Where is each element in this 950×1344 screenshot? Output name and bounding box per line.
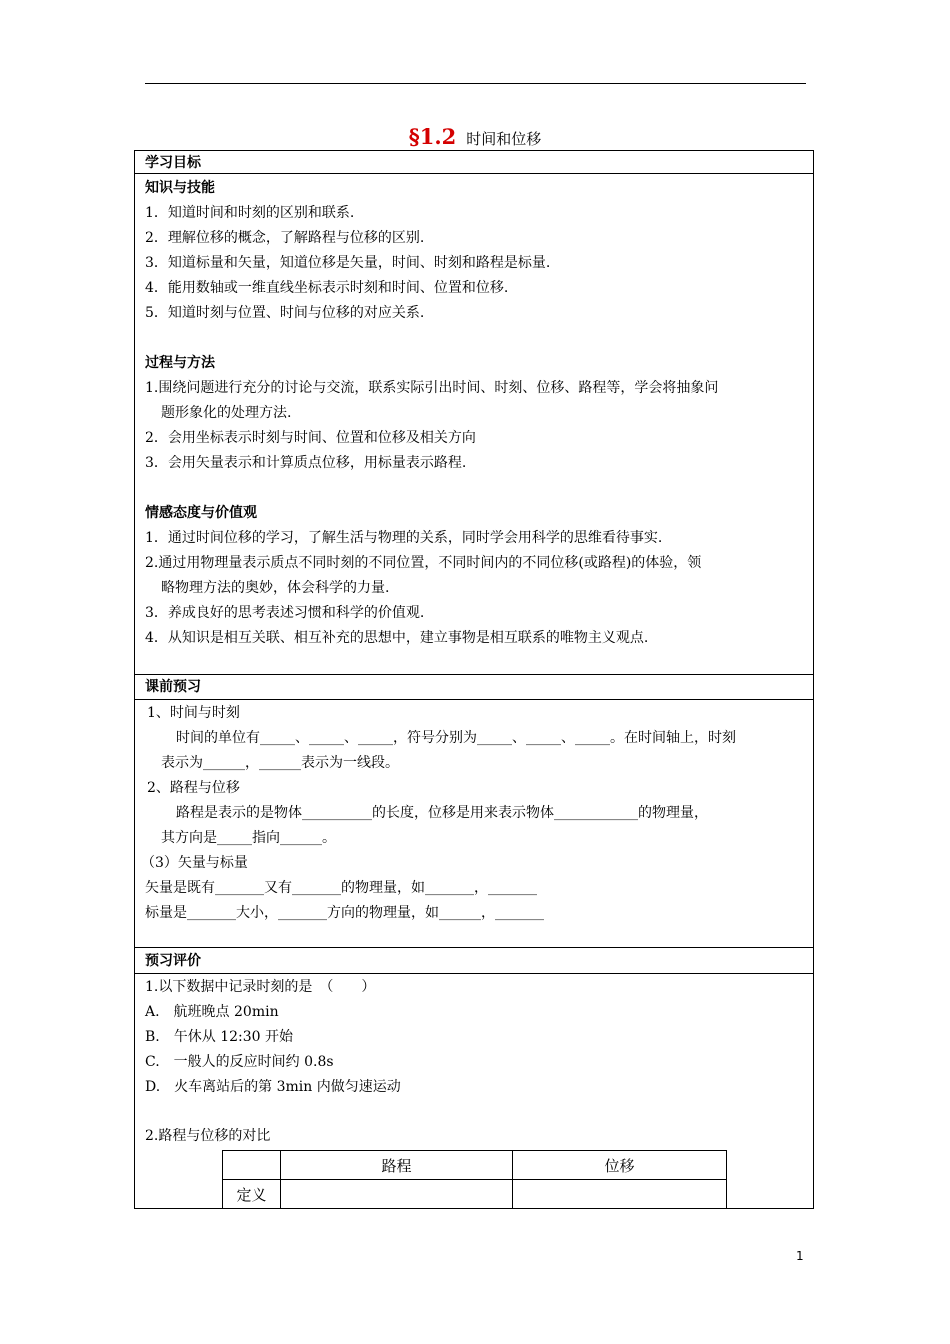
knowledge-item: 3．知道标量和矢量，知道位移是矢量，时间、时刻和路程是标量.: [145, 255, 551, 271]
eval-option: D. 火车离站后的第 3min 内做匀速运动: [145, 1079, 401, 1095]
preview-q2-text: 路程是表示的是物体__________的长度，位移是用来表示物体____________的物理量，: [176, 805, 708, 821]
divider: [134, 173, 814, 174]
divider: [134, 973, 814, 974]
table-cell: [513, 1180, 727, 1209]
knowledge-item: 5．知道时刻与位置、时间与位移的对应关系.: [145, 305, 425, 321]
process-item: 2．会用坐标表示时刻与时间、位置和位移及相关方向: [145, 430, 476, 446]
table-header-cell: 路程: [281, 1151, 513, 1180]
table-row: [223, 1180, 727, 1209]
attitude-item-cont: 略物理方法的奥妙，体会科学的力量.: [161, 580, 390, 596]
goals-heading: 学习目标: [145, 155, 201, 171]
attitude-item: 2.通过用物理量表示质点不同时刻的不同位置，不同时间内的不同位移(或路程)的体验，领: [145, 555, 702, 571]
eval-option: A. 航班晚点 20min: [145, 1004, 279, 1020]
attitude-item: 4．从知识是相互关联、相互补充的思想中，建立事物是相互联系的唯物主义观点.: [145, 630, 649, 646]
preview-q3-title: （3）矢量与标量: [141, 855, 248, 871]
attitude-item: 3．养成良好的思考表述习惯和科学的价值观.: [145, 605, 425, 621]
preview-q2-title: 2、路程与位移: [147, 780, 240, 796]
table-cell: [223, 1151, 281, 1180]
eval-option: C. 一般人的反应时间约 0.8s: [145, 1054, 334, 1070]
eval-question: 1.以下数据中记录时刻的是 （ ）: [145, 979, 376, 995]
preview-q1-text: 表示为______，______表示为一线段。: [161, 755, 399, 771]
table-header-cell: 位移: [513, 1151, 727, 1180]
preview-q1-text: 时间的单位有_____、_____、_____，符号分别为_____、_____、_____。在时间轴上，时刻: [176, 730, 736, 746]
process-heading: 过程与方法: [145, 355, 215, 371]
knowledge-item: 2．理解位移的概念，了解路程与位移的区别.: [145, 230, 425, 246]
knowledge-item: 4．能用数轴或一维直线坐标表示时刻和时间、位置和位移.: [145, 280, 509, 296]
preview-q2-text: 其方向是_____指向______。: [161, 830, 336, 846]
preview-q3-text: 矢量是既有_______又有_______的物理量，如_______，_______: [145, 880, 537, 896]
evaluation-heading: 预习评价: [145, 953, 201, 969]
header-rule: [145, 83, 806, 84]
divider: [134, 947, 814, 948]
compare-title: 2.路程与位移的对比: [145, 1128, 271, 1144]
table-row: [223, 1151, 727, 1180]
section-number: §1.2: [408, 124, 457, 149]
knowledge-heading: 知识与技能: [145, 180, 215, 196]
divider: [134, 674, 814, 675]
divider: [134, 699, 814, 700]
process-item: 1.围绕问题进行充分的讨论与交流，联系实际引出时间、时刻、位移、路程等，学会将抽象问: [145, 380, 719, 396]
process-item-cont: 题形象化的处理方法.: [161, 405, 292, 421]
title-text: 时间和位移: [466, 130, 542, 148]
attitude-heading: 情感态度与价值观: [145, 505, 257, 521]
process-item: 3．会用矢量表示和计算质点位移，用标量表示路程.: [145, 455, 467, 471]
page-number: 1: [796, 1249, 804, 1263]
table-cell: [281, 1180, 513, 1209]
knowledge-item: 1．知道时间和时刻的区别和联系.: [145, 205, 355, 221]
preview-heading: 课前预习: [145, 679, 201, 695]
preview-q3-text: 标量是_______大小，_______方向的物理量，如______，_______: [145, 905, 544, 921]
eval-option: B. 午休从 12:30 开始: [145, 1029, 293, 1045]
table-row-label: 定义: [223, 1180, 281, 1209]
attitude-item: 1．通过时间位移的学习，了解生活与物理的关系，同时学会用科学的思维看待事实.: [145, 530, 663, 546]
page-title: [0, 124, 950, 149]
preview-q1-title: 1、时间与时刻: [147, 705, 240, 721]
comparison-table: [222, 1150, 727, 1209]
